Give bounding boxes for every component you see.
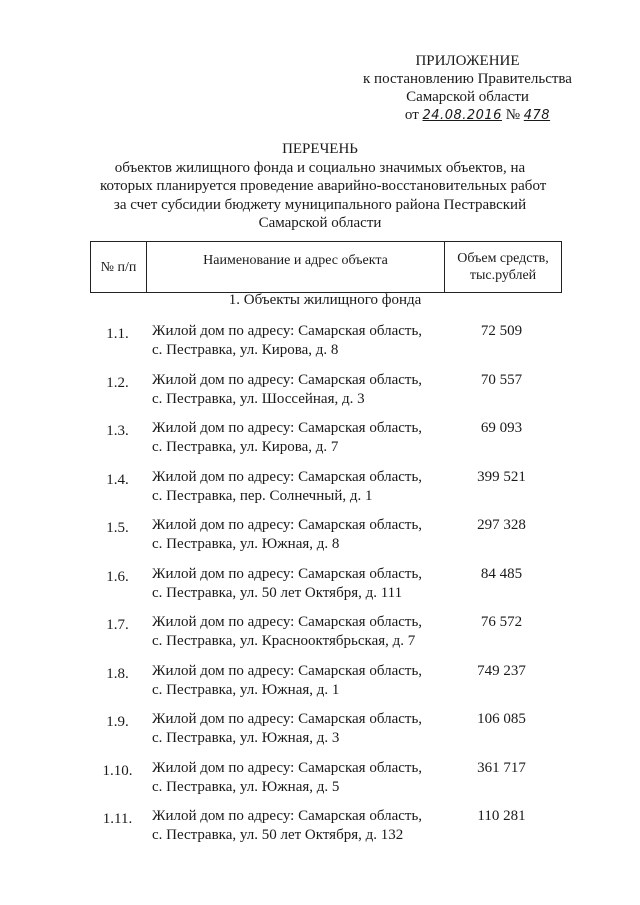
row-value: 106 085 [477, 711, 526, 727]
row-value: 70 557 [480, 371, 523, 388]
row-name-line-1: Жилой дом по адресу: Самарская область, [152, 565, 423, 582]
row-name-line-2: с. Пестравка, ул. Южная, д. 5 [152, 778, 340, 795]
table-header [90, 241, 562, 293]
table-row [90, 468, 560, 517]
header-name: Наименование и адрес объекта [147, 242, 445, 292]
appendix-title: ПРИЛОЖЕНИЕ [415, 53, 520, 69]
row-name [152, 565, 452, 603]
table-row [90, 322, 560, 371]
header-value: Объем средств, тыс.рублей [457, 251, 549, 283]
row-number: 1.5. [106, 520, 129, 536]
row-value: 749 237 [477, 662, 526, 679]
row-name-line-2: с. Пестравка, ул. 50 лет Октября, д. 132 [152, 827, 404, 843]
row-value: 84 485 [480, 565, 523, 582]
table-row [90, 613, 560, 662]
row-value: 361 717 [477, 759, 526, 776]
row-name-line-2: с. Пестравка, ул. Кирова, д. 7 [152, 439, 339, 455]
number-prefix: № [505, 107, 521, 123]
row-name-line-1: Жилой дом по адресу: Самарская область, [152, 420, 423, 436]
date-value: 24.08.2016 [422, 108, 502, 123]
row-name-line-1: Жилой дом по адресу: Самарская область, [152, 711, 423, 727]
row-value: 399 521 [477, 468, 526, 485]
row-number: 1.7. [106, 617, 129, 633]
row-name-line-2: с. Пестравка, ул. Южная, д. 1 [152, 681, 340, 698]
row-number: 1.4. [106, 471, 129, 488]
row-name-line-1: Жилой дом по адресу: Самарская область, [152, 759, 423, 776]
appendix-header [330, 52, 605, 125]
row-value: 297 328 [477, 517, 526, 533]
row-number: 1.10. [102, 762, 133, 779]
row-number: 1.11. [102, 811, 133, 827]
row-name-line-2: с. Пестравка, ул. 50 лет Октября, д. 111 [152, 584, 403, 601]
row-name [152, 516, 452, 554]
row-name [152, 759, 452, 797]
table-row [90, 807, 560, 856]
row-number: 1.9. [106, 714, 129, 730]
table-row [90, 516, 560, 565]
appendix-line-1: к постановлению Правительства [363, 71, 572, 87]
row-name [152, 419, 452, 457]
row-value: 69 093 [480, 420, 523, 436]
row-name-line-2: с. Пестравка, ул. Шоссейная, д. 3 [152, 390, 365, 407]
row-name-line-1: Жилой дом по адресу: Самарская область, [152, 662, 423, 679]
row-name-line-2: с. Пестравка, ул. Краснооктябрьская, д. 7 [152, 633, 416, 649]
document-title: ПЕРЕЧЕНЬ [282, 141, 358, 157]
document-title-block [100, 140, 547, 233]
date-prefix: от [404, 107, 419, 123]
row-value: 72 509 [480, 323, 523, 339]
table-row [90, 662, 560, 711]
row-value: 76 572 [480, 614, 523, 630]
row-name-line-2: с. Пестравка, ул. Южная, д. 8 [152, 536, 340, 552]
appendix-line-2: Самарской области [406, 89, 529, 105]
table-row [90, 710, 560, 759]
header-num: № п/п [91, 242, 147, 292]
row-name-line-1: Жилой дом по адресу: Самарская область, [152, 517, 423, 533]
row-name [152, 468, 452, 506]
row-name-line-1: Жилой дом по адресу: Самарская область, [152, 371, 423, 388]
row-name-line-1: Жилой дом по адресу: Самарская область, [152, 808, 423, 824]
section-title: 1. Объекты жилищного фонда [228, 292, 422, 308]
document-subtitle-line-2: которых планируется проведение аварийно-восстановительных работ [100, 178, 547, 194]
row-number: 1.3. [106, 423, 129, 439]
row-name-line-2: с. Пестравка, ул. Кирова, д. 8 [152, 342, 339, 358]
document-subtitle-line-1: объектов жилищного фонда и социально значимых объектов, на [114, 159, 526, 176]
row-name [152, 322, 452, 360]
row-name-line-1: Жилой дом по адресу: Самарская область, [152, 614, 423, 630]
row-number: 1.8. [106, 665, 129, 682]
document-subtitle-line-3: за счет субсидии бюджету муниципального района Пестравский [113, 196, 527, 213]
table-row [90, 419, 560, 468]
appendix-date-line [350, 106, 605, 125]
row-value: 110 281 [477, 808, 526, 824]
row-name [152, 662, 452, 700]
row-name-line-1: Жилой дом по адресу: Самарская область, [152, 468, 423, 485]
table-row [90, 371, 560, 420]
number-value: 478 [523, 108, 551, 123]
document-subtitle-line-4: Самарской области [258, 215, 382, 231]
row-name [152, 613, 452, 651]
row-number: 1.1. [106, 326, 129, 342]
table-row [90, 759, 560, 808]
row-number: 1.2. [106, 374, 129, 391]
row-number: 1.6. [106, 568, 129, 585]
row-name-line-2: с. Пестравка, ул. Южная, д. 3 [152, 730, 340, 746]
table-body [90, 322, 560, 856]
row-name [152, 371, 452, 409]
row-name-line-1: Жилой дом по адресу: Самарская область, [152, 323, 423, 339]
row-name [152, 710, 452, 748]
table-row [90, 565, 560, 614]
row-name [152, 807, 452, 845]
row-name-line-2: с. Пестравка, пер. Солнечный, д. 1 [152, 487, 373, 504]
